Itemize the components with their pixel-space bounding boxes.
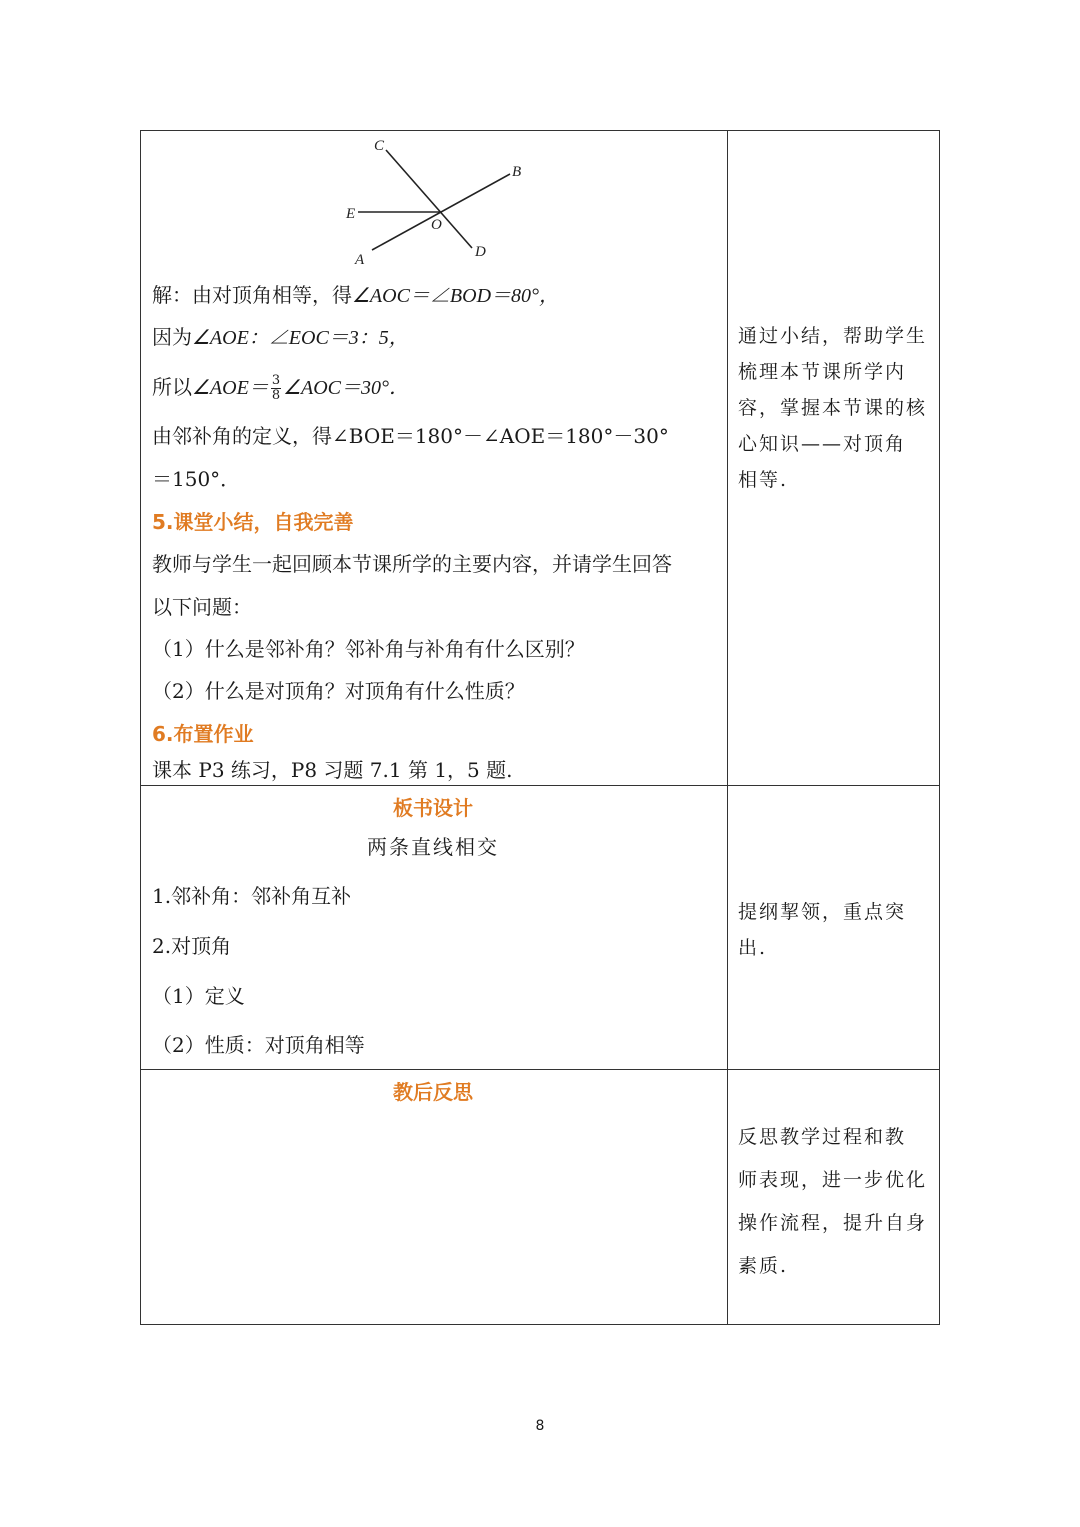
side-note-line: 通过小结，帮助学生: [738, 325, 928, 347]
side-note-line: 师表现，进一步优化: [738, 1169, 928, 1191]
section-5-heading: 5.课堂小结，自我完善: [152, 510, 354, 534]
section-5-para-2: 以下问题：: [152, 595, 252, 619]
board-design-title: 两条直线相交: [367, 835, 499, 859]
label-C: C: [374, 138, 385, 154]
solution-line-3: [152, 374, 409, 403]
side-note-line: 素质.: [738, 1255, 789, 1277]
label-B: B: [512, 164, 522, 180]
page-number: 8: [535, 1418, 545, 1434]
section-5-para-1: 教师与学生一起回顾本节课所学的主要内容，并请学生回答: [152, 552, 672, 576]
section-5-question-2: （2）什么是对顶角？对顶角有什么性质？: [152, 679, 525, 703]
board-item-4: （2）性质：对顶角相等: [152, 1033, 365, 1057]
fraction-three-eighths: [271, 374, 281, 403]
side-note-line: 反思教学过程和教: [738, 1126, 907, 1148]
solution-line-4: 由邻补角的定义，得∠BOE＝180°－∠AOE＝180°－30°: [152, 424, 669, 448]
solution-line-2: [152, 325, 409, 350]
board-item-3: （1）定义: [152, 984, 245, 1008]
homework-text: 课本 P3 练习，P8 习题 7.1 第 1，5 题.: [152, 758, 513, 782]
label-E: E: [346, 206, 356, 222]
row-divider: [141, 1069, 939, 1070]
side-note-line: 容，掌握本节课的核: [738, 397, 928, 419]
reflection-heading: 教后反思: [393, 1080, 473, 1104]
side-note-board: [738, 894, 938, 966]
solution-line-2-text: 因为: [152, 325, 192, 349]
section-5-question-1: （1）什么是邻补角？邻补角与补角有什么区别？: [152, 637, 585, 661]
solution-line-1-math: ∠AOC＝∠BOD＝80°，: [352, 285, 560, 307]
solution-line-1-text: 解：由对顶角相等，得: [152, 283, 352, 307]
solution-line-2-math: ∠AOE：∠EOC＝3：5，: [192, 327, 409, 349]
intersecting-lines-diagram: [330, 132, 530, 272]
board-item-2: 2.对顶角: [152, 934, 232, 958]
solution-line-3-math-a: ∠AOE＝: [192, 377, 269, 399]
line-CD: [386, 150, 472, 248]
row-divider: [141, 785, 939, 786]
side-note-line: 相等.: [738, 469, 789, 491]
solution-line-3-text: 所以: [152, 375, 192, 399]
side-note-line: 梳理本节课所学内: [738, 361, 907, 383]
label-A: A: [355, 252, 365, 268]
side-note-line: 提纲挈领，重点突: [738, 901, 907, 923]
board-item-1: 1.邻补角：邻补角互补: [152, 884, 352, 908]
solution-line-3-math-b: ∠AOC＝30°．: [283, 377, 410, 399]
solution-line-1: [152, 283, 559, 308]
label-D: D: [475, 244, 486, 260]
column-divider: [727, 131, 728, 1324]
fraction-numerator: 3: [271, 373, 281, 388]
side-note-line: 心知识——对顶角: [738, 433, 907, 455]
solution-line-5: ＝150°．: [152, 467, 241, 491]
side-note-summary: [738, 318, 938, 498]
side-note-line: 操作流程，提升自身: [738, 1212, 928, 1234]
label-O: O: [431, 217, 442, 233]
side-note-line: 出.: [738, 937, 768, 959]
fraction-denominator: 8: [271, 388, 281, 403]
board-design-heading: 板书设计: [393, 796, 473, 820]
section-6-heading: 6.布置作业: [152, 722, 254, 746]
side-note-reflection: [738, 1116, 938, 1288]
